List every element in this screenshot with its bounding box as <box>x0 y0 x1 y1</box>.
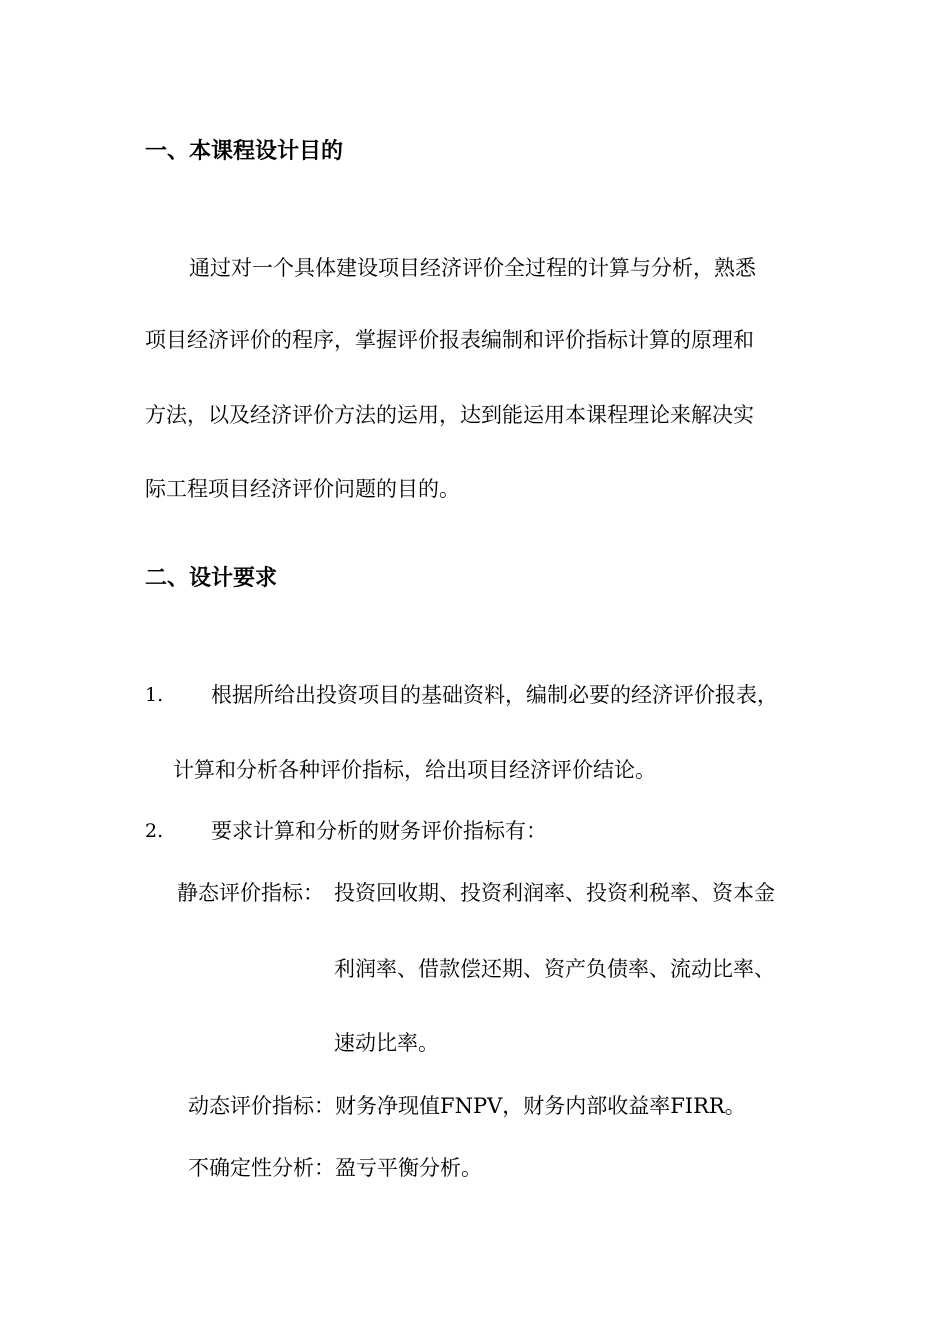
list-item-2-number: 2. <box>145 820 164 842</box>
list-item-1-line-1: 根据所给出投资项目的基础资料，编制必要的经济评价报表， <box>211 683 778 707</box>
uncertainty-analysis-line: 不确定性分析：盈亏平衡分析。 <box>188 1156 482 1180</box>
static-indicators-line-2: 利润率、借款偿还期、资产负债率、流动比率、 <box>334 957 775 981</box>
list-item-2-line-1: 要求计算和分析的财务评价指标有： <box>211 819 547 843</box>
dynamic-indicators-line: 动态评价指标：财务净现值FNPV，财务内部收益率FIRR。 <box>188 1094 746 1118</box>
list-item-1-line-2: 计算和分析各种评价指标，给出项目经济评价结论。 <box>173 758 656 782</box>
static-indicators-line-1: 投资回收期、投资利润率、投资利税率、资本金 <box>334 881 775 905</box>
section-2-heading: 二、设计要求 <box>145 566 278 591</box>
section-1-paragraph-line-1: 通过对一个具体建设项目经济评价全过程的计算与分析，熟悉 <box>189 256 756 280</box>
static-indicators-line-3: 速动比率。 <box>334 1031 439 1055</box>
static-indicators-label: 静态评价指标： <box>177 881 324 905</box>
section-1-paragraph-line-2: 项目经济评价的程序，掌握评价报表编制和评价指标计算的原理和 <box>145 328 754 352</box>
section-1-paragraph-line-3: 方法，以及经济评价方法的运用，达到能运用本课程理论来解决实 <box>145 403 754 427</box>
section-1-heading: 一、本课程设计目的 <box>145 139 344 164</box>
section-1-paragraph-line-4: 际工程项目经济评价问题的目的。 <box>145 477 460 501</box>
list-item-1-number: 1. <box>145 684 164 706</box>
